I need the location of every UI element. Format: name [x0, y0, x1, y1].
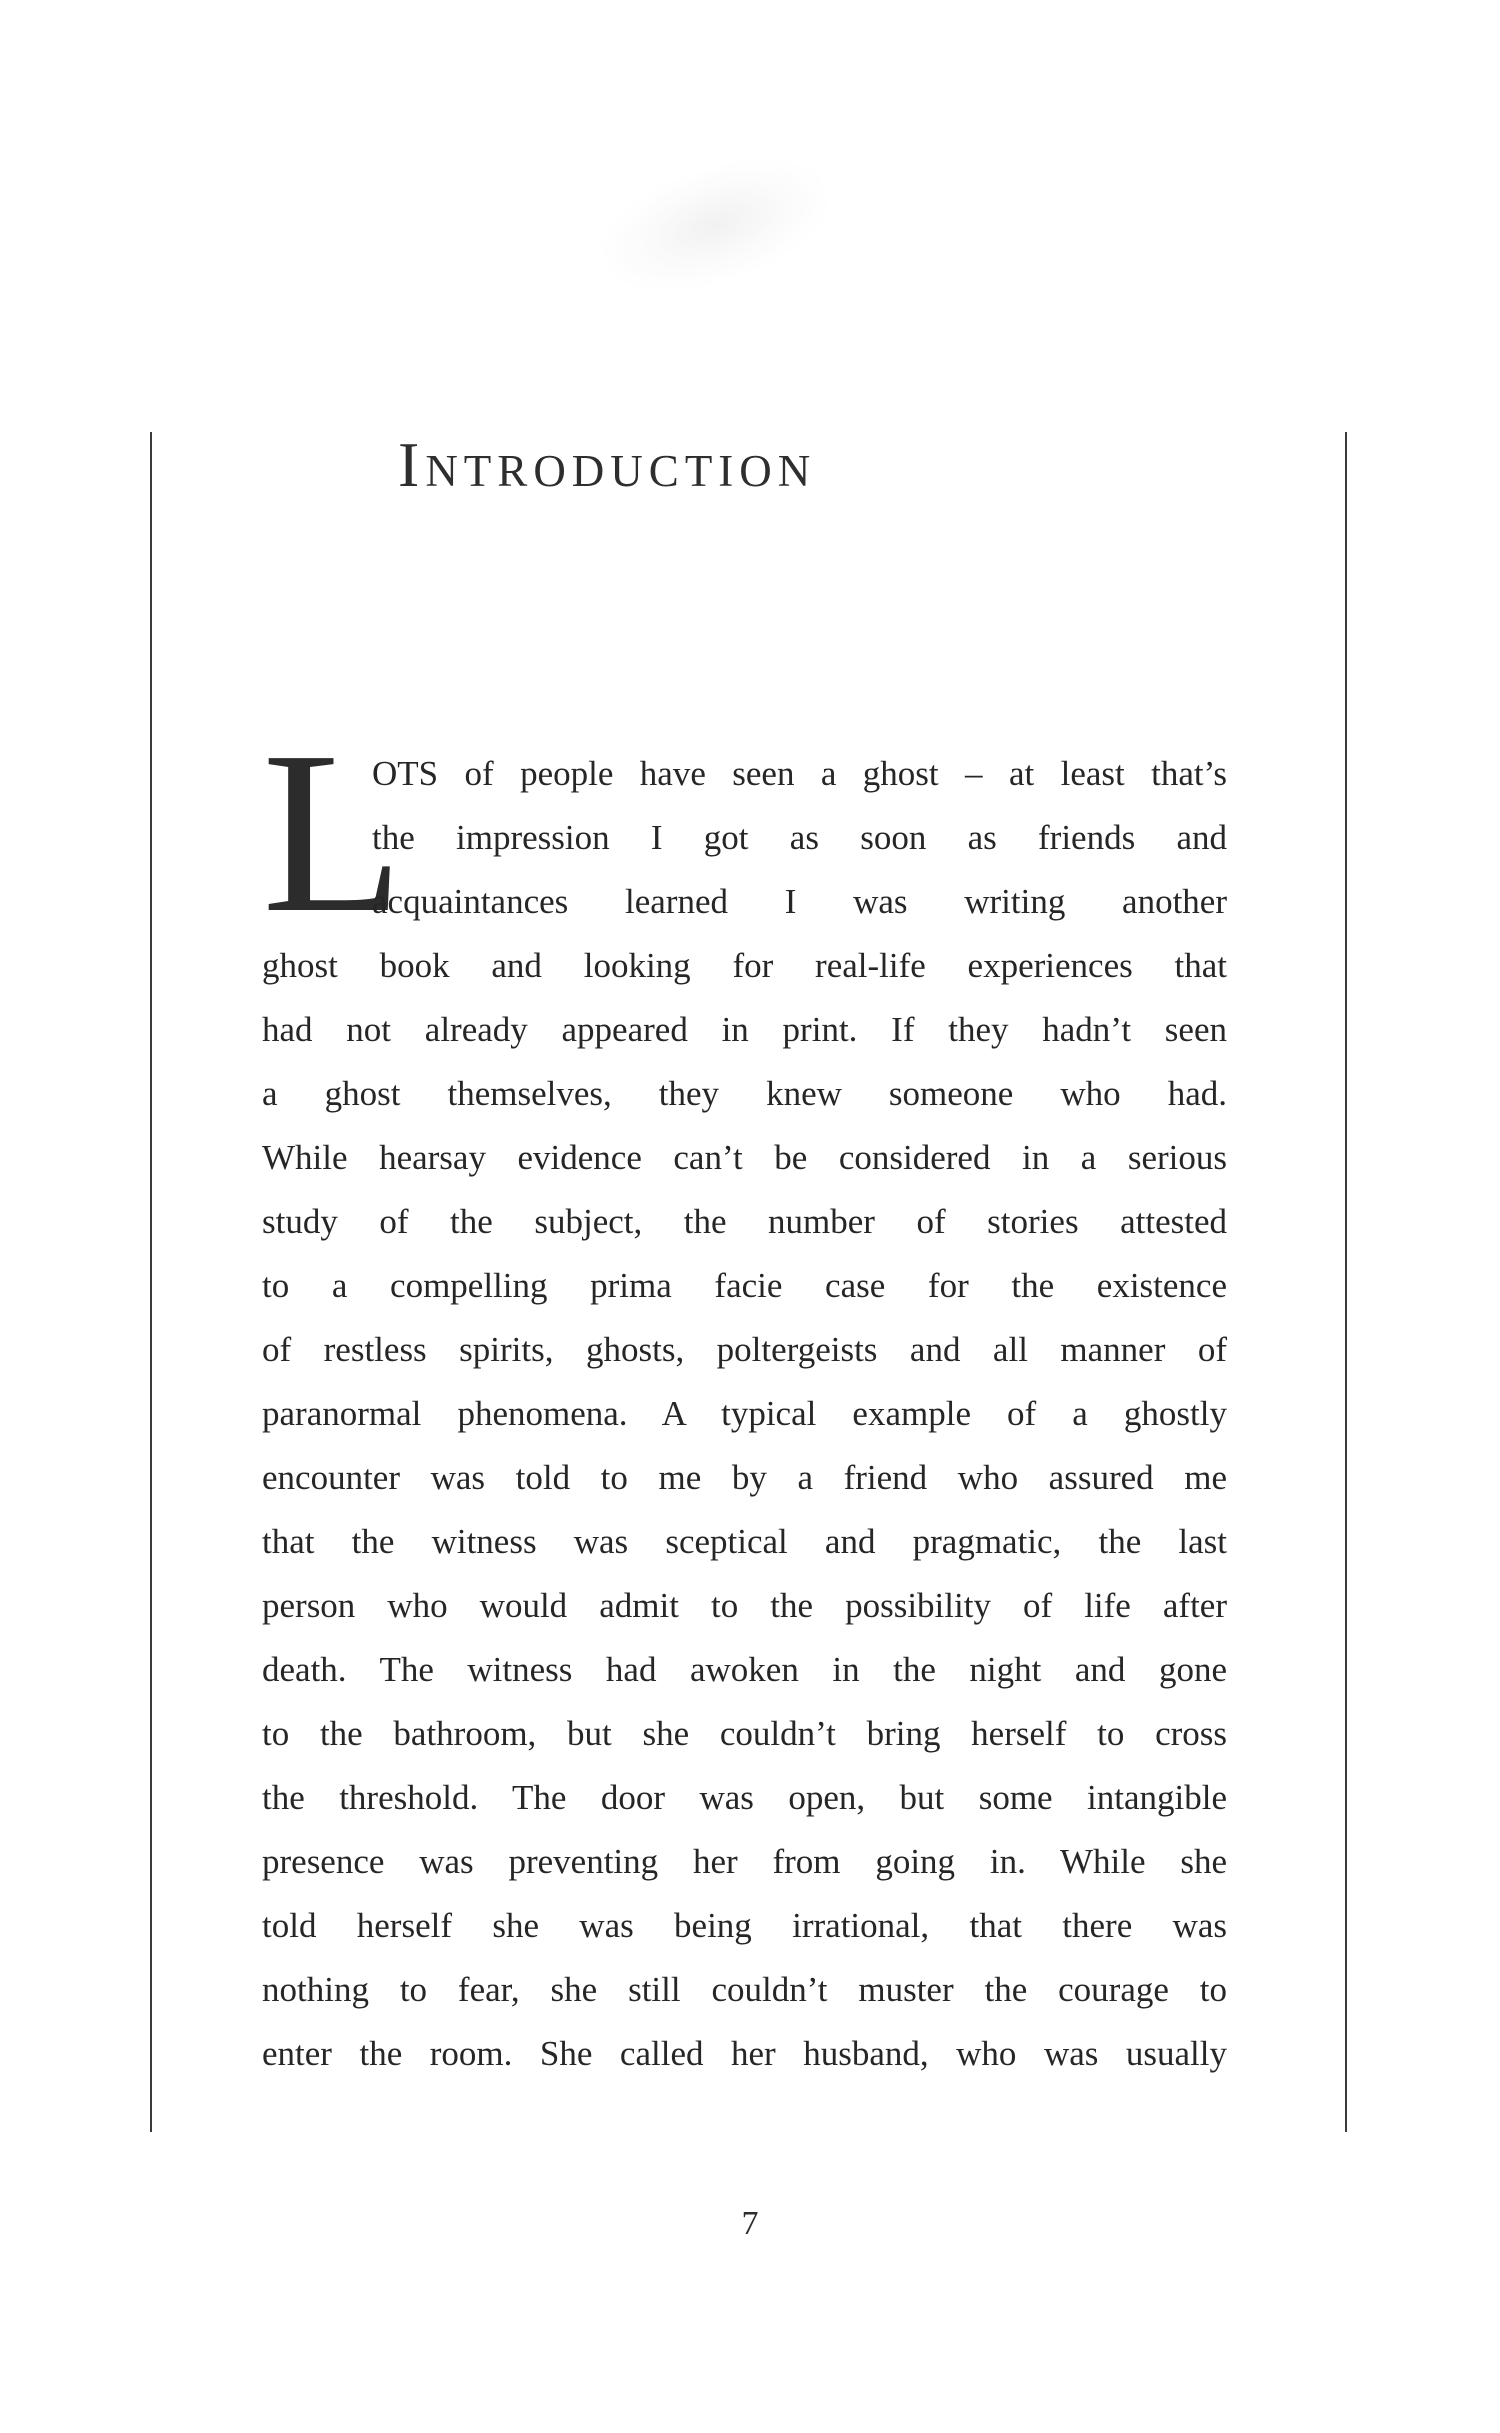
text-line: study of the subject, the number of stories attested: [262, 1202, 1227, 1241]
text-line: While hearsay evidence can’t be considered in a serious: [262, 1138, 1227, 1177]
text-line: enter the room. She called her husband, who was usually: [262, 2034, 1227, 2073]
text-line: of restless spirits, ghosts, poltergeists and all manner of: [262, 1330, 1227, 1369]
text-line: OTS of people have seen a ghost – at least that’s: [372, 754, 1227, 793]
text-line: person who would admit to the possibility of life after: [262, 1586, 1227, 1625]
text-line: told herself she was being irrational, that there was: [262, 1906, 1227, 1945]
text-line: that the witness was sceptical and pragmatic, the last: [262, 1522, 1227, 1561]
text-line: a ghost themselves, they knew someone who had.: [262, 1074, 1227, 1113]
page-number: 7: [741, 2205, 759, 2242]
right-margin-rule: [1345, 432, 1347, 2132]
body-paragraph: [262, 704, 1227, 2086]
text-line: encounter was told to me by a friend who assured me: [262, 1458, 1227, 1497]
drop-cap-letter: L: [262, 704, 404, 961]
text-line: acquaintances learned I was writing another: [372, 882, 1227, 921]
text-line: the threshold. The door was open, but some intangible: [262, 1778, 1227, 1817]
text-line: presence was preventing her from going in. While she: [262, 1842, 1227, 1881]
text-line: to a compelling prima facie case for the existence: [262, 1266, 1227, 1305]
text-line: nothing to fear, she still couldn’t muster the courage to: [262, 1970, 1227, 2009]
text-line: ghost book and looking for real-life experiences that: [262, 946, 1227, 985]
text-line: the impression I got as soon as friends and: [372, 818, 1227, 857]
chapter-title: Introduction: [398, 429, 817, 500]
text-line: paranormal phenomena. A typical example of a ghostly: [262, 1394, 1227, 1433]
page-smudge: [589, 137, 842, 313]
left-margin-rule: [150, 432, 152, 2132]
text-line: had not already appeared in print. If they hadn’t seen: [262, 1010, 1227, 1049]
text-line: to the bathroom, but she couldn’t bring herself to cross: [262, 1714, 1227, 1753]
text-line: death. The witness had awoken in the night and gone: [262, 1650, 1227, 1689]
